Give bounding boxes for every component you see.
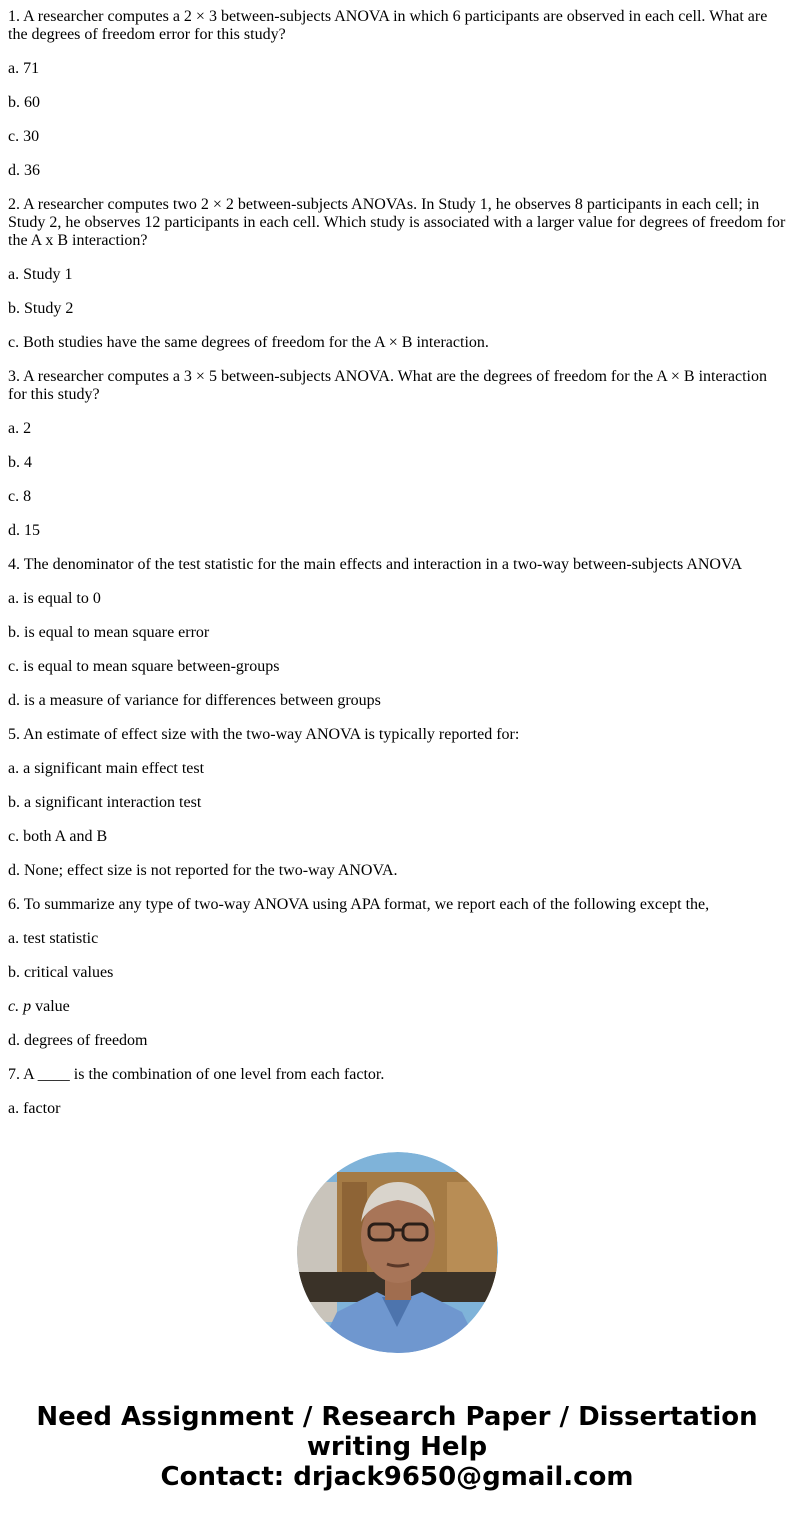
- answer-option: b. critical values: [8, 964, 114, 981]
- question-text: 2. A researcher computes two 2 × 2 between-subjects ANOVAs. In Study 1, he observes 8 participants in each cell; in Study 2, he observes 12 participants in each cell. Which study is associated with a larger value for degrees of freedom for the A x B interaction?: [8, 196, 786, 249]
- answer-option: b. 4: [8, 454, 32, 471]
- answer-option: a. test statistic: [8, 930, 99, 947]
- question-text: 5. An estimate of effect size with the two-way ANOVA is typically reported for:: [8, 726, 520, 743]
- answer-option: a. 71: [8, 60, 40, 77]
- promo-contact: Contact: drjack9650@gmail.com: [160, 1462, 634, 1492]
- question-list: [8, 8, 786, 1134]
- answer-option: d. is a measure of variance for differences between groups: [8, 692, 381, 709]
- answer-option-p-value: [8, 998, 786, 1016]
- answer-option: a. factor: [8, 1100, 61, 1117]
- question-text: 1. A researcher computes a 2 × 3 between-subjects ANOVA in which 6 participants are observed in each cell. What are the degrees of freedom error for this study?: [8, 8, 768, 43]
- answer-option: a. is equal to 0: [8, 590, 101, 607]
- answer-option: c. both A and B: [8, 828, 108, 845]
- promo-line-2: writing Help: [306, 1432, 488, 1462]
- answer-option: a. 2: [8, 420, 32, 437]
- author-avatar: [297, 1152, 498, 1353]
- answer-option: c. is equal to mean square between-groups: [8, 658, 280, 675]
- answer-option: b. is equal to mean square error: [8, 624, 210, 641]
- answer-option: d. 36: [8, 162, 40, 179]
- option-prefix: c. p: [8, 998, 32, 1015]
- answer-option: d. 15: [8, 522, 40, 539]
- question-text: 3. A researcher computes a 3 × 5 between-subjects ANOVA. What are the degrees of freedom for the A × B interaction for this study?: [8, 368, 767, 403]
- question-text: 7. A ____ is the combination of one level from each factor.: [8, 1066, 385, 1083]
- answer-option: d. None; effect size is not reported for the two-way ANOVA.: [8, 862, 398, 879]
- promo-line-1: Need Assignment / Research Paper / Dissertation: [36, 1402, 758, 1432]
- answer-option: b. a significant interaction test: [8, 794, 202, 811]
- answer-option: a. a significant main effect test: [8, 760, 205, 777]
- author-photo: [297, 1152, 498, 1353]
- answer-option: c. Both studies have the same degrees of freedom for the A × B interaction.: [8, 334, 489, 351]
- question-text: 4. The denominator of the test statistic for the main effects and interaction in a two-way between-subjects ANOVA: [8, 556, 743, 573]
- option-suffix: value: [31, 998, 70, 1015]
- answer-option: a. Study 1: [8, 266, 73, 283]
- answer-option: d. degrees of freedom: [8, 1032, 148, 1049]
- answer-option: b. 60: [8, 94, 40, 111]
- promo-banner: [0, 1402, 794, 1492]
- question-text: 6. To summarize any type of two-way ANOVA using APA format, we report each of the following except the,: [8, 896, 710, 913]
- answer-option: b. Study 2: [8, 300, 74, 317]
- answer-option: c. 30: [8, 128, 40, 145]
- answer-option: c. 8: [8, 488, 32, 505]
